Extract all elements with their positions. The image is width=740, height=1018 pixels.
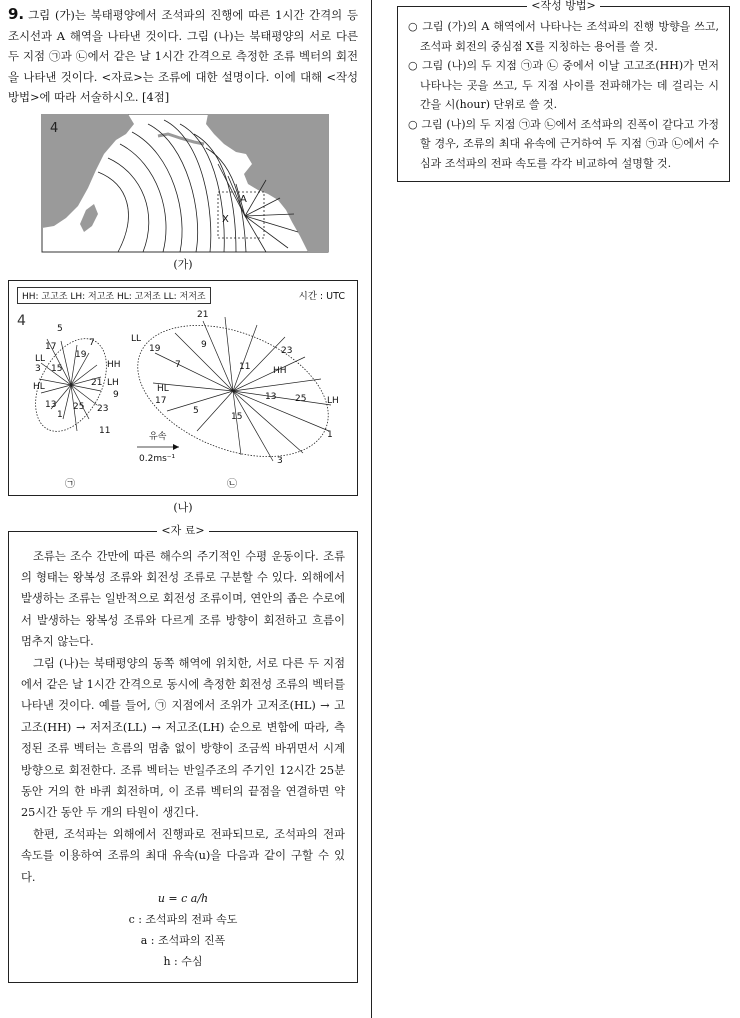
s2-label-13: 13: [265, 391, 277, 402]
s1-label-1: 1: [57, 409, 63, 420]
s1-label-ll: LL: [35, 353, 46, 364]
s1-label-23: 23: [97, 403, 109, 414]
s2-label-21: 21: [197, 309, 209, 320]
s1-label-15: 15: [51, 363, 63, 374]
s2-label-1: 1: [327, 429, 333, 440]
s1-label-9: 9: [113, 389, 119, 400]
column-divider: [371, 0, 372, 1018]
s1-label-13: 13: [45, 399, 57, 410]
figure-ga: [8, 114, 358, 272]
def-a: a : 조석파의 진폭: [140, 934, 226, 947]
method-item: ○ 그림 (나)의 두 지점 ㉠과 ㉡에서 조석파의 진폭이 같다고 가정할 경우, 조류의 최대 유속에 근거하여 두 지점 ㉠과 ㉡에서 수심과 조석파의 전파 속도를 각각 비교하여 설명할 것.: [408, 117, 719, 170]
north-pacific-map: [8, 114, 358, 254]
s1-label-25: 25: [73, 401, 85, 412]
method-item: ○ 그림 (가)의 A 해역에서 나타나는 조석파의 진행 방향을 쓰고, 조석파 회전의 중심점 X를 지칭하는 용어를 쓸 것.: [408, 20, 719, 53]
method-title: <작성 방법>: [527, 0, 599, 12]
tide-legend: HH: 고고조 LH: 저고조 HL: 고저조 LL: 저저조: [17, 287, 211, 304]
s1-label-11: 11: [99, 425, 111, 436]
speed-scale: 0.2ms⁻¹: [139, 453, 176, 464]
s2-label-3: 3: [277, 455, 283, 466]
s1-label-5: 5: [57, 323, 63, 334]
s1-label-lh: LH: [107, 377, 119, 388]
s1-label-21: 21: [91, 377, 103, 388]
s1-label-hh: HH: [107, 359, 121, 370]
figure-na-caption: (나): [173, 500, 193, 514]
time-zone-label: 시간 : UTC: [298, 290, 345, 302]
max-velocity-formula: u = c a/h: [157, 892, 209, 905]
material-paragraph-3: 한편, 조석파는 외해에서 진행파로 전파되므로, 조석파의 전파 속도를 이용하여 조류의 최대 유속(u)을 다음과 같이 구할 수 있다.: [21, 827, 345, 884]
tidal-current-vectors: [9, 281, 357, 495]
material-title: <자 료>: [157, 524, 208, 537]
s2-label-7: 7: [175, 359, 181, 370]
material-paragraph-1: 조류는 조수 간만에 따른 해수의 주기적인 수평 운동이다. 조류의 형태는 왕복성 조류와 회전성 조류로 구분할 수 있다. 외해에서 발생하는 조류는 일반적으로 회전성 조류이며, 연안의 좁은 수로에서 발생하는 왕복성 조류와 다르게 조류 방향이 회전하고 흐름이 멈추지 않는다.: [21, 549, 345, 649]
method-item: ○ 그림 (나)의 두 지점 ㉠과 ㉡ 중에서 이날 고고조(HH)가 먼저 나타나는 곳을 쓰고, 두 지점 사이를 전파해가는 데 걸리는 시간을 시(hour) 단위로 쓸 것.: [408, 59, 719, 111]
def-h: h : 수심: [163, 955, 203, 968]
s1-label-17: 17: [45, 341, 57, 352]
question-body: 그림 (가)는 북태평양에서 조석파의 진행에 따른 1시간 간격의 등조시선과 A 해역을 나타낸 것이다. 그림 (나)는 북태평양의 서로 다른 두 지점 ㉠과 ㉡에서 같은 날 1시간 간격으로 측정한 조류 벡터의 회전을 나타낸 것이다. <자료>는 조류에 대한 설명이다. 이에 대해 <작성 방법>에 따라 서술하시오. [4점]: [8, 8, 358, 104]
site2-label: ㉡: [227, 478, 237, 490]
s2-label-hl: HL: [157, 383, 169, 394]
s1-label-7: 7: [89, 337, 95, 348]
s1-label-hl: HL: [33, 381, 45, 392]
s2-label-19: 19: [149, 343, 161, 354]
s2-label-ll: LL: [131, 333, 142, 344]
s2-label-23: 23: [281, 345, 293, 356]
question-text: [8, 4, 358, 108]
s2-label-17: 17: [155, 395, 167, 406]
question-number: 9.: [8, 5, 25, 23]
panel-label: 4: [17, 312, 26, 329]
s2-label-hh: HH: [273, 365, 287, 376]
map-label: 4: [50, 120, 59, 136]
material-box: [8, 523, 358, 984]
method-box: [397, 0, 730, 182]
point-x-label: X: [222, 213, 229, 225]
material-paragraph-2: 그림 (나)는 북태평양의 동쪽 해역에 위치한, 서로 다른 두 지점에서 같은 날 1시간 간격으로 동시에 측정한 회전성 조류의 벡터를 나타낸 것이다. 예를 들어, ㉠ 지점에서 조위가 고저조(HL) → 고고조(HH) → 저저조(LL) → 저고조(LH) 순으로 변함에 따라, 측정된 조류 벡터는 흐름의 멈춤 없이 방향이 조금씩 바뀌면서 시계 방향으로 회전한다. 조류 벡터는 반일주조의 주기인 12시간 25분 동안 거의 한 바퀴 회전하며, 이 조류 벡터의 끝점을 연결하면 약 25시간 동안 두 개의 타원이 생긴다.: [21, 656, 345, 820]
def-c: c : 조석파의 전파 속도: [128, 913, 238, 926]
s2-label-5: 5: [193, 405, 199, 416]
s2-label-lh: LH: [327, 395, 339, 406]
s2-label-9: 9: [201, 339, 207, 350]
point-a-label: A: [240, 193, 247, 205]
s2-label-25: 25: [295, 393, 307, 404]
s2-label-15: 15: [231, 411, 243, 422]
figure-na: [8, 280, 358, 515]
figure-ga-caption: (가): [173, 257, 193, 271]
s2-label-11: 11: [239, 361, 251, 372]
site1-label: ㉠: [65, 478, 75, 490]
s1-label-3: 3: [35, 363, 41, 374]
speed-label: 유속: [149, 431, 167, 442]
s1-label-19: 19: [75, 349, 87, 360]
